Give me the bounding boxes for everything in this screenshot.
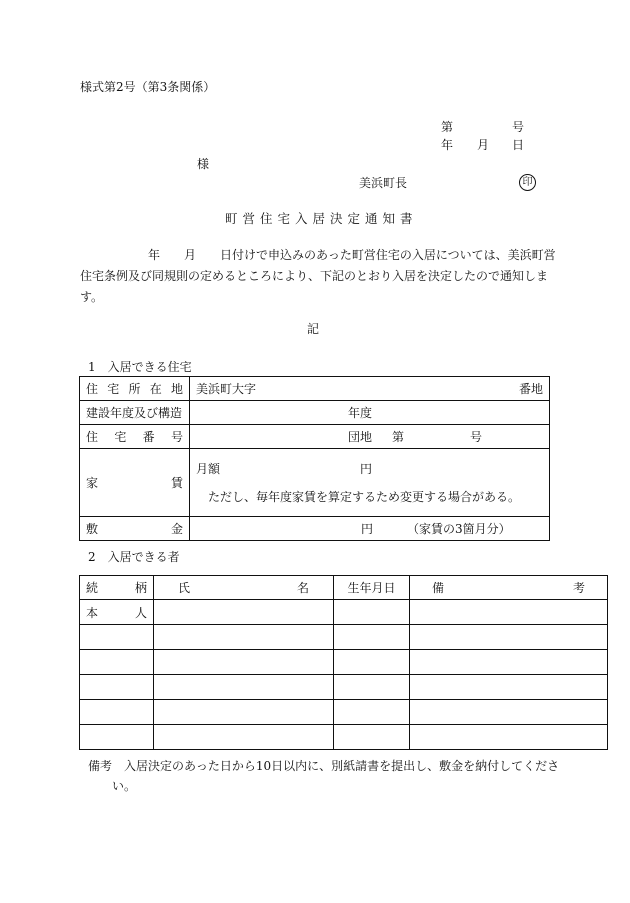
name-cell: [154, 600, 334, 625]
table-row: [80, 401, 550, 425]
relation-cell: [80, 725, 154, 750]
section2-heading: 2 入居できる者: [88, 550, 180, 564]
seal-mark: 印: [519, 174, 536, 191]
birth-cell: [334, 650, 410, 675]
construction-year: 年度: [348, 406, 373, 420]
name-header: 氏 名: [154, 576, 334, 600]
date-year: 年: [441, 138, 454, 152]
remarks-cell: [410, 675, 608, 700]
body-line-3: す。: [80, 290, 104, 304]
form-id: 様式第2号（第3条関係）: [80, 80, 216, 94]
rent-yen: 円: [360, 461, 373, 476]
table-row: [80, 625, 608, 650]
document-title: 町営住宅入居決定通知書: [225, 211, 418, 226]
body-line-1: [80, 245, 560, 266]
address-suffix: 番地: [518, 382, 543, 396]
housing-number-label-cell: [80, 425, 190, 449]
table-row: [80, 576, 608, 600]
table-row: [80, 425, 550, 449]
address-value-cell: [190, 377, 550, 401]
body-paragraph: [80, 245, 560, 308]
number-suffix: 号: [512, 120, 525, 134]
remarks-cell: [410, 600, 608, 625]
housing-number-label: 住 宅 番 号: [86, 430, 183, 444]
remarks-cell: [410, 625, 608, 650]
address-label: 住 宅 所 在 地: [86, 382, 183, 396]
birth-cell: [334, 625, 410, 650]
relation-cell: [80, 700, 154, 725]
name-cell: [154, 725, 334, 750]
housing-table: [79, 376, 550, 541]
name-cell: [154, 675, 334, 700]
housing-number-go: 号: [470, 430, 483, 444]
section1-heading: 1 入居できる住宅: [88, 360, 192, 374]
deposit-value-cell: [190, 517, 550, 541]
date-month: 月: [477, 138, 490, 152]
table-row: [80, 449, 550, 517]
table-row: [80, 517, 550, 541]
rent-value-cell: [190, 449, 550, 517]
table-row: [80, 377, 550, 401]
rent-note: ただし、毎年度家賃を算定するため変更する場合がある。: [208, 489, 521, 504]
table-row: [80, 675, 608, 700]
relation-cell: [80, 675, 154, 700]
remarks-cell: [410, 700, 608, 725]
body-month: 月: [184, 248, 197, 262]
table-row: [80, 650, 608, 675]
birth-cell: [334, 675, 410, 700]
housing-number-value-cell: [190, 425, 550, 449]
name-cell: [154, 625, 334, 650]
birth-cell: [334, 600, 410, 625]
name-cell: [154, 650, 334, 675]
rent-monthly: 月額: [196, 461, 221, 476]
remark-line-1: 入居決定のあった日から10日以内に、別紙請書を提出し、敷金を納付してくださ: [124, 759, 560, 773]
remarks-cell: [410, 725, 608, 750]
table-row: [80, 725, 608, 750]
rent-label: 家 賃: [86, 476, 183, 490]
relation-header: 続 柄: [80, 576, 154, 600]
remarks-cell: [410, 650, 608, 675]
date-day: 日: [512, 138, 525, 152]
deposit-yen: 円: [361, 522, 374, 536]
relation-cell: 本 人: [80, 600, 154, 625]
birth-cell: [334, 700, 410, 725]
remark-note: [88, 756, 558, 796]
relation-cell: [80, 650, 154, 675]
issuer: 美浜町長: [359, 176, 408, 190]
birth-header: 生年月日: [334, 576, 410, 600]
deposit-label-cell: [80, 517, 190, 541]
deposit-label: 敷 金: [86, 522, 183, 536]
construction-label: 建設年度及び構造: [86, 406, 183, 420]
housing-number-dai: 第: [392, 430, 405, 444]
table-row: [80, 700, 608, 725]
body-line-2: 住宅条例及び同規則の定めるところにより、下記のとおり入居を決定したので通知しま: [80, 269, 549, 283]
rent-label-cell: [80, 449, 190, 517]
table-row: [80, 600, 608, 625]
remarks-header: 備 考: [410, 576, 608, 600]
addressee-honorific: 様: [197, 157, 210, 171]
birth-cell: [334, 725, 410, 750]
residents-table: [79, 575, 608, 750]
construction-label-cell: [80, 401, 190, 425]
housing-number-danchi: 団地: [348, 430, 373, 444]
remark-label: 備考: [88, 759, 113, 773]
body-year: 年: [148, 248, 161, 262]
body-line-1-rest: 日付けで申込みのあった町営住宅の入居については、美浜町営: [220, 248, 556, 262]
name-cell: [154, 700, 334, 725]
deposit-note: （家賃の3箇月分）: [407, 522, 511, 536]
ki-mark: 記: [307, 322, 320, 336]
construction-value-cell: [190, 401, 550, 425]
address-prefix: 美浜町大字: [196, 382, 257, 396]
number-prefix: 第: [441, 120, 454, 134]
relation-cell: [80, 625, 154, 650]
address-label-cell: [80, 377, 190, 401]
remark-line-2: い。: [112, 779, 137, 793]
